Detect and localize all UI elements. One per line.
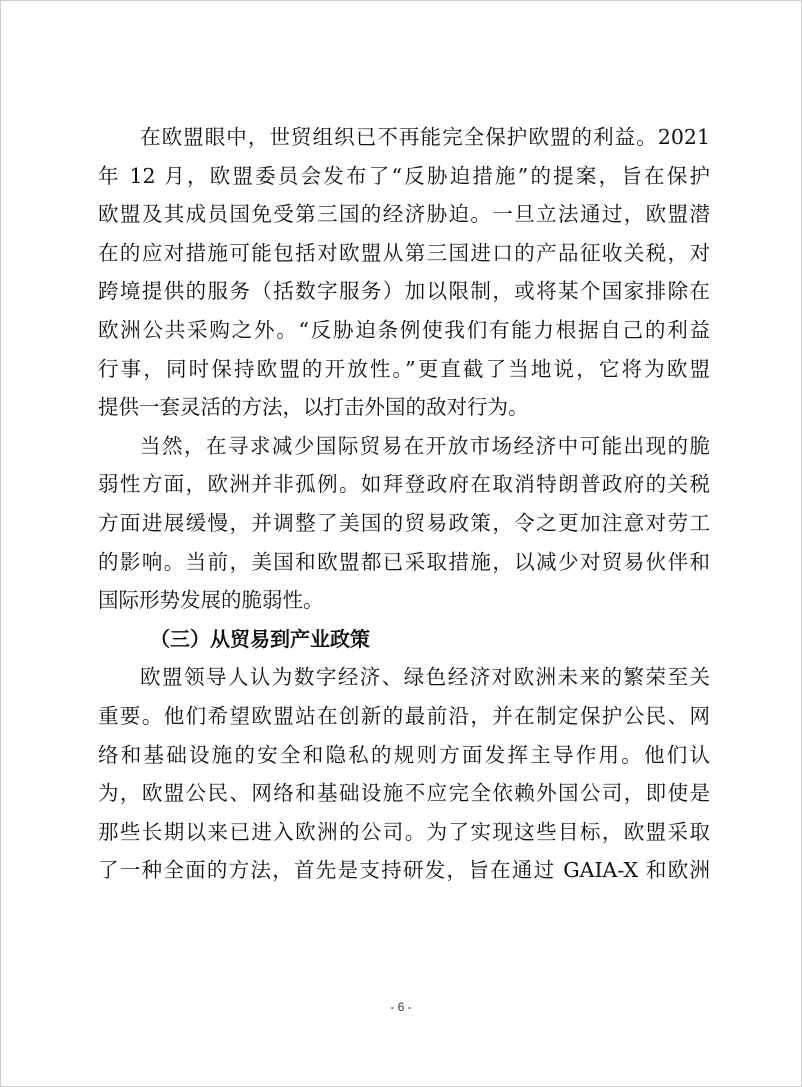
- paragraph-line: 提供一套灵活的方法，以打击外国的敌对行为。: [98, 395, 529, 420]
- paragraph-line: 国际形势发展的脆弱性。: [98, 588, 324, 613]
- paragraph-line: 为，欧盟公民、网络和基础设施不应完全依赖外国公司，即使是: [98, 781, 710, 806]
- paragraph-line: 在欧盟眼中，世贸组织已不再能完全保护欧盟的利益。2021: [140, 125, 710, 149]
- paragraph-line: 络和基础设施的安全和隐私的规则方面发挥主导作用。他们认: [98, 742, 710, 767]
- paragraph-line: 跨境提供的服务（括数字服务）加以限制，或将某个国家排除在: [98, 279, 710, 304]
- paragraph-line: 了一种全面的方法，首先是支持研发，旨在通过 GAIA-X 和欧洲: [98, 858, 710, 883]
- paragraph-line: 欧洲公共采购之外。“反胁迫条例使我们有能力根据自己的利益: [98, 317, 710, 342]
- paragraph-line: 欧盟领导人认为数字经济、绿色经济对欧洲未来的繁荣至关: [140, 665, 710, 690]
- document-body: [98, 118, 710, 890]
- paragraph-line: 在的应对措施可能包括对欧盟从第三国进口的产品征收关税，对: [98, 240, 710, 265]
- paragraph-line: 重要。他们希望欧盟站在创新的最前沿，并在制定保护公民、网: [98, 703, 710, 728]
- section-heading: （三）从贸易到产业政策: [150, 626, 370, 651]
- paragraph-line: 弱性方面，欧洲并非孤例。如拜登政府在取消特朗普政府的关税: [98, 472, 710, 497]
- paragraph-industrial-policy: [98, 658, 710, 890]
- paragraph-line: 当然，在寻求减少国际贸易在开放市场经济中可能出现的脆: [140, 433, 710, 458]
- paragraph-line: 那些长期以来已进入欧洲的公司。为了实现这些目标，欧盟采取: [98, 819, 710, 844]
- page-number: - 6 -: [390, 1000, 412, 1014]
- paragraph-line: 行事，同时保持欧盟的开放性。”更直截了当地说，它将为欧盟: [98, 356, 710, 381]
- paragraph-line: 年 12 月，欧盟委员会发布了“反胁迫措施”的提案，旨在保护: [98, 163, 710, 188]
- paragraph-eu-anti-coercion: [98, 118, 710, 427]
- paragraph-line: 的影响。当前，美国和欧盟都已采取措施，以减少对贸易伙伴和: [98, 549, 710, 574]
- paragraph-line: 方面进展缓慢，并调整了美国的贸易政策，令之更加注意对劳工: [98, 510, 710, 535]
- paragraph-trade-vulnerability: [98, 427, 710, 620]
- paragraph-line: 欧盟及其成员国免受第三国的经济胁迫。一旦立法通过，欧盟潜: [98, 202, 710, 227]
